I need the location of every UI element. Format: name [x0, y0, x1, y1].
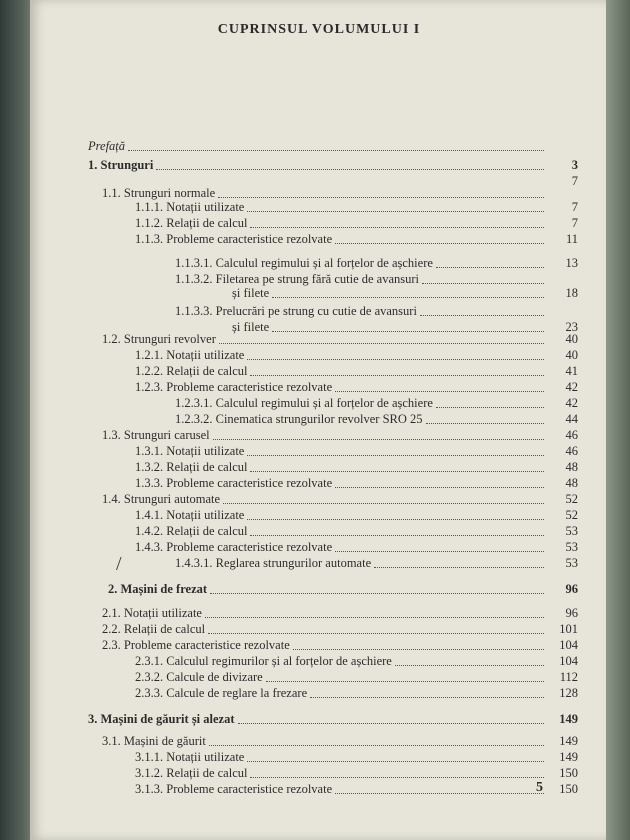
toc-leader-dots	[335, 551, 544, 552]
toc-entry	[135, 476, 578, 491]
toc-entry	[232, 286, 578, 301]
toc-leader-dots	[213, 439, 544, 440]
toc-leader-dots	[420, 315, 544, 316]
toc-entry-label: 1.3. Strunguri carusel	[102, 428, 210, 442]
toc-entry	[135, 460, 578, 475]
toc-leader-dots	[436, 407, 544, 408]
toc-entry-page: 112	[559, 670, 578, 684]
toc-leader-dots	[250, 777, 544, 778]
toc-leader-dots	[335, 391, 544, 392]
toc-leader-dots	[205, 617, 544, 618]
toc-entry-label: 2.3. Probleme caracteristice rezolvate	[102, 638, 290, 652]
toc-entry-label: 1.1.2. Relații de calcul	[135, 216, 248, 230]
toc-leader-dots	[223, 503, 544, 504]
toc-entry-page: 104	[559, 638, 578, 652]
toc-entry-label: 1.2.2. Relații de calcul	[135, 364, 248, 378]
toc-entry	[135, 200, 578, 215]
toc-entry-label: 1.1.3.1. Calculul regimului și al forțelor de așchiere	[175, 256, 433, 270]
toc-entry-page: 40	[565, 332, 578, 346]
toc-entry-page: 149	[559, 734, 578, 748]
toc-entry-label: 1.2.3. Probleme caracteristice rezolvate	[135, 380, 333, 394]
toc-entry-label: 1.2.1. Notații utilizate	[135, 348, 245, 362]
toc-entry-label: 1. Strunguri	[88, 158, 154, 172]
toc-leader-dots	[247, 761, 544, 762]
toc-leader-dots	[335, 243, 544, 244]
toc-entry-label: 2. Mașini de frezat	[108, 582, 208, 596]
toc-leader-dots	[238, 723, 544, 724]
toc-leader-dots	[218, 197, 544, 198]
toc-entry-label: 3.1.3. Probleme caracteristice rezolvate	[135, 782, 333, 796]
toc-entry-label: 1.2. Strunguri revolver	[102, 332, 216, 346]
book-page	[30, 0, 608, 840]
toc-entry-label: și filete	[232, 286, 270, 300]
toc-entry	[135, 686, 578, 701]
toc-entry	[135, 380, 578, 395]
toc-entry	[135, 540, 578, 555]
toc-leader-dots	[247, 519, 544, 520]
toc-leader-dots	[156, 169, 544, 170]
toc-entry-page: 7	[571, 216, 578, 230]
toc-entry	[135, 508, 578, 523]
toc-entry	[135, 524, 578, 539]
toc-entry	[102, 734, 578, 749]
toc-entry	[175, 304, 578, 319]
toc-entry	[102, 332, 578, 347]
toc-entry-page: 11	[565, 232, 578, 246]
toc-entry-page: 13	[565, 256, 578, 270]
toc-entry	[135, 444, 578, 459]
toc-entry-page: 42	[565, 396, 578, 410]
toc-leader-dots	[266, 681, 544, 682]
toc-entry	[102, 638, 578, 653]
toc-entry	[175, 256, 578, 271]
toc-entry	[102, 606, 578, 621]
toc-entry-page: 40	[565, 348, 578, 362]
toc-leader-dots	[335, 487, 544, 488]
toc-leader-dots	[250, 375, 544, 376]
toc-entry-page: 52	[565, 492, 578, 506]
toc-entry-page: 53	[565, 556, 578, 570]
toc-leader-dots	[293, 649, 544, 650]
toc-entry-label: 1.1. Strunguri normale	[102, 186, 216, 200]
toc-leader-dots	[436, 267, 544, 268]
toc-entry-page: 3	[571, 158, 578, 172]
toc-entry-label: 1.1.3.3. Prelucrări pe strung cu cutie de avansuri	[175, 304, 417, 318]
toc-entry-label: 1.4.3. Probleme caracteristice rezolvate	[135, 540, 333, 554]
page-title: CUPRINSUL VOLUMULUI I	[217, 22, 421, 37]
toc-leader-dots	[250, 535, 544, 536]
toc-leader-dots	[208, 633, 544, 634]
scan-right-edge	[606, 0, 630, 840]
toc-entry-label: 2.3.1. Calculul regimurilor și al forțelor de așchiere	[135, 654, 392, 668]
toc-entry-label: 1.4.2. Relații de calcul	[135, 524, 248, 538]
toc-entry-page: 46	[565, 444, 578, 458]
toc-leader-dots	[374, 567, 544, 568]
toc-entry	[135, 364, 578, 379]
toc-leader-dots	[310, 697, 544, 698]
toc-leader-dots	[250, 471, 544, 472]
toc-entry-page: 96	[565, 606, 578, 620]
toc-entry-page: 7	[571, 200, 578, 214]
toc-entry-label: 1.1.3.2. Filetarea pe strung fără cutie de avansuri	[175, 272, 420, 286]
toc-entry-label: 3.1.2. Relații de calcul	[135, 766, 248, 780]
toc-entry-page: 128	[559, 686, 578, 700]
toc-entry-page: 96	[565, 582, 578, 596]
toc-entry-page: 48	[565, 460, 578, 474]
toc-entry-label: 3.1.1. Notații utilizate	[135, 750, 245, 764]
toc-entry-label: 2.2. Relații de calcul	[102, 622, 206, 636]
toc-entry-label: 1.2.3.1. Calculul regimului și al forțelor de așchiere	[175, 396, 433, 410]
toc-entry-page: 41	[565, 364, 578, 378]
toc-entry-page: 42	[565, 380, 578, 394]
toc-entry-page: 101	[559, 622, 578, 636]
scan-left-edge	[0, 0, 32, 840]
toc-entry	[135, 216, 578, 231]
toc-entry-label: Prefață	[88, 139, 126, 153]
toc-leader-dots	[247, 455, 544, 456]
pencil-mark: /	[116, 553, 122, 575]
toc-leader-dots	[272, 297, 544, 298]
toc-entry	[88, 158, 578, 173]
toc-leader-dots	[247, 359, 544, 360]
toc-leader-dots	[426, 423, 544, 424]
toc-leader-dots	[219, 343, 544, 344]
toc-entry-label: 1.4. Strunguri automate	[102, 492, 221, 506]
toc-entry-page: 53	[565, 524, 578, 538]
toc-entry-label: 3. Mașini de găurit și alezat	[88, 712, 235, 726]
toc-entry-label: 2.1. Notații utilizate	[102, 606, 202, 620]
toc-leader-dots	[335, 793, 544, 794]
toc-entry-page: 52	[565, 508, 578, 522]
toc-entry-label: 1.3.1. Notații utilizate	[135, 444, 245, 458]
toc-entry-label: și filete	[232, 320, 270, 334]
toc-entry-page: 18	[565, 286, 578, 300]
toc-entry-page: 7	[571, 174, 578, 188]
toc-entry-label: 1.3.3. Probleme caracteristice rezolvate	[135, 476, 333, 490]
toc-entry	[108, 582, 578, 597]
toc-leader-dots	[422, 283, 544, 284]
toc-entry	[102, 428, 578, 443]
toc-entry	[135, 348, 578, 363]
toc-entry	[135, 766, 578, 781]
toc-entry	[175, 412, 578, 427]
toc-entry-label: 1.1.3. Probleme caracteristice rezolvate	[135, 232, 333, 246]
toc-entry	[175, 396, 578, 411]
toc-entry-page: 44	[565, 412, 578, 426]
toc-entry	[135, 232, 578, 247]
toc-entry-label: 2.3.3. Calcule de reglare la frezare	[135, 686, 308, 700]
table-of-contents	[30, 0, 608, 840]
toc-entry	[175, 556, 578, 571]
toc-entry-label: 3.1. Mașini de găurit	[102, 734, 206, 748]
toc-entry	[135, 654, 578, 669]
toc-leader-dots	[209, 745, 544, 746]
toc-entry	[88, 712, 578, 727]
toc-entry	[88, 139, 578, 154]
toc-entry	[102, 492, 578, 507]
toc-leader-dots	[210, 593, 544, 594]
toc-leader-dots	[250, 227, 544, 228]
toc-entry-label: 1.2.3.2. Cinematica strungurilor revolver SRO 25	[175, 412, 423, 426]
toc-leader-dots	[128, 150, 544, 151]
toc-entry-page: 53	[565, 540, 578, 554]
toc-entry-page: 149	[559, 712, 578, 726]
toc-entry	[135, 782, 578, 797]
toc-entry	[175, 272, 578, 287]
toc-entry-page: 104	[559, 654, 578, 668]
toc-entry-page: 149	[559, 750, 578, 764]
toc-entry	[135, 670, 578, 685]
toc-entry-page: 46	[565, 428, 578, 442]
page-number: 5	[536, 780, 543, 795]
toc-leader-dots	[395, 665, 544, 666]
toc-entry-label: 2.3.2. Calcule de divizare	[135, 670, 263, 684]
toc-entry-label: 1.3.2. Relații de calcul	[135, 460, 248, 474]
toc-entry-label: 1.4.3.1. Reglarea strungurilor automate	[175, 556, 372, 570]
toc-leader-dots	[247, 211, 544, 212]
toc-entry-page: 150	[559, 766, 578, 780]
toc-entry	[135, 750, 578, 765]
toc-entry-label: 1.1.1. Notații utilizate	[135, 200, 245, 214]
toc-entry	[102, 186, 578, 201]
toc-entry	[102, 622, 578, 637]
toc-entry-page: 150	[559, 782, 578, 796]
toc-entry-label: 1.4.1. Notații utilizate	[135, 508, 245, 522]
toc-entry-page: 48	[565, 476, 578, 490]
toc-entry-page: 23	[565, 320, 578, 334]
